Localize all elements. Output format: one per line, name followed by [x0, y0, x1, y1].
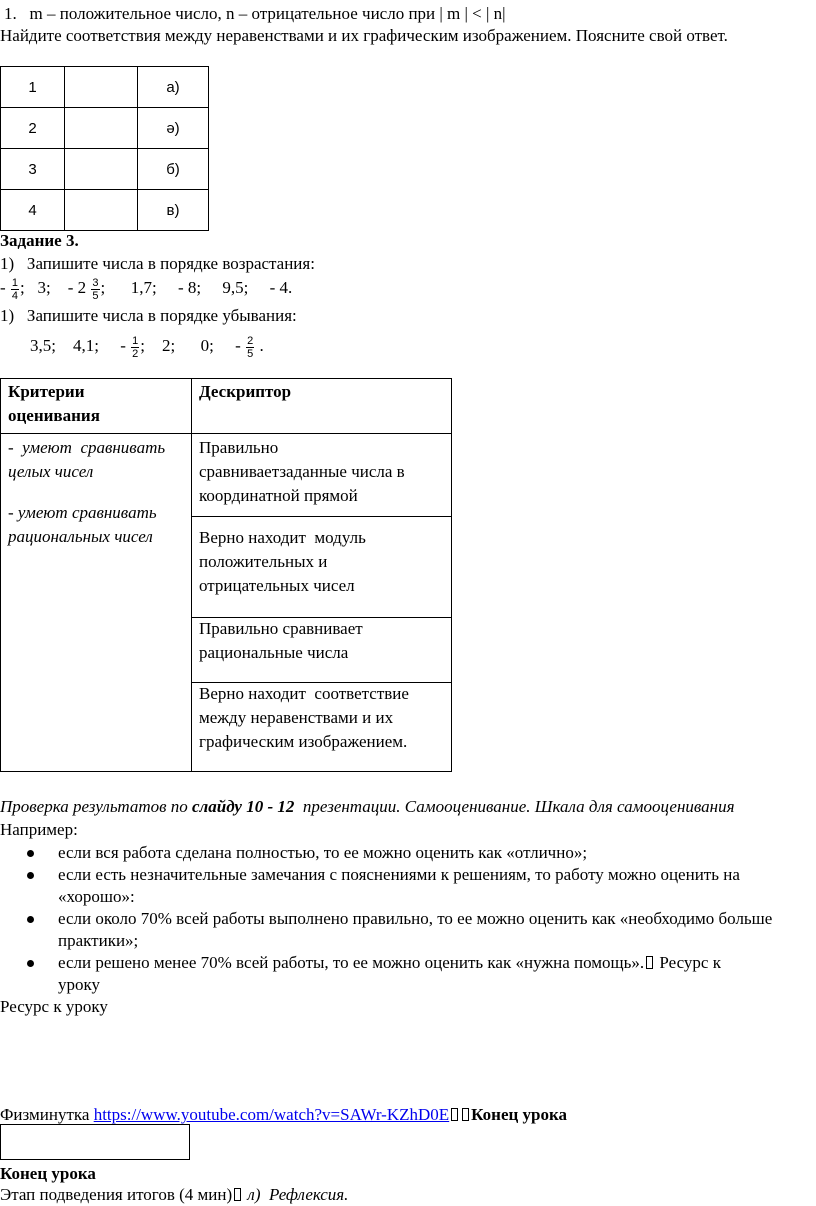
criterion-line: - умеют сравнивать [8, 503, 157, 522]
task3-title: Задание 3. [0, 231, 79, 250]
descriptor-line: сравниваетзаданные числа в [199, 462, 405, 481]
check-results-line [0, 796, 735, 817]
seq2-end: . [259, 336, 264, 355]
descriptor-line: графическим изображением. [199, 732, 408, 751]
missing-glyph-icon [451, 1108, 458, 1121]
fraction-denominator: 2 [132, 347, 139, 360]
row-number-cell: 3 [1, 149, 65, 190]
missing-glyph-icon [234, 1188, 241, 1201]
check-results-post: презентации. Самооценивание. Шкала для самооценивания [294, 797, 735, 816]
descriptor-1 [199, 436, 405, 508]
task3-item2-text: Запишите числа в порядке убывания: [26, 306, 297, 325]
fraction-numerator: 2 [247, 334, 254, 347]
end-lesson-inline: Конец урока [471, 1105, 568, 1124]
criterion-line: рациональных чисел [8, 527, 153, 546]
descriptor-line: Правильно сравнивает [199, 619, 363, 638]
list-item-text [58, 952, 816, 996]
descriptor-line: между неравенствами и их [199, 708, 394, 727]
summary-line [0, 1184, 348, 1205]
missing-glyph-icon [646, 956, 653, 969]
check-results-pre: Проверка результатов по [0, 797, 192, 816]
table-divider [1, 433, 451, 434]
seq1-part2: ; 1,7; - 8; 9,5; - 4. [100, 278, 293, 297]
table-divider [191, 516, 451, 517]
empty-answer-cell [65, 190, 138, 231]
task3-item2-number: 1) [0, 306, 15, 325]
row-letter-cell: ә) [138, 108, 209, 149]
criterion-2 [8, 501, 157, 549]
empty-answer-cell [65, 108, 138, 149]
criteria-header [8, 380, 100, 428]
list-item-text: если около 70% всей работы выполнено правильно, то ее можно оценить как «необходимо больше практики»; [58, 909, 773, 950]
resource-inline: Ресурс к [659, 953, 721, 972]
seq1-fraction1 [11, 277, 19, 302]
descriptor-line: отрицательных чисел [199, 576, 355, 595]
seq1-part1: ; 3; - 2 [20, 278, 87, 297]
row-number-cell: 2 [1, 108, 65, 149]
seq1-fraction2 [91, 277, 99, 302]
fraction-denominator: 4 [11, 289, 19, 302]
end-lesson-heading: Конец урока [0, 1164, 96, 1183]
descriptor-line: рациональные числа [199, 643, 349, 662]
resource-link-text: Ресурс к уроку [0, 997, 108, 1016]
descriptor-line: координатной прямой [199, 486, 358, 505]
task3-sequence1 [0, 273, 292, 303]
fraction-denominator: 5 [92, 289, 99, 302]
criterion-line: целых чисел [8, 462, 94, 481]
table-row [1, 190, 209, 231]
bullet-icon [27, 872, 34, 879]
table-row [1, 149, 209, 190]
missing-glyph-icon [462, 1108, 469, 1121]
row-letter-cell: а) [138, 67, 209, 108]
task3-item1 [0, 253, 315, 274]
check-results-slides: слайду 10 - 12 [191, 797, 295, 816]
resource-inline-cont: уроку [58, 975, 101, 994]
list-item-text: если вся работа сделана полностью, то ее можно оценить как «отлично»; [58, 843, 588, 862]
fraction-numerator: 1 [132, 334, 139, 347]
task1-line1 [4, 3, 506, 24]
fraction-denominator: 5 [247, 347, 254, 360]
fraction-numerator: 3 [92, 276, 99, 289]
descriptor-line: Верно находит модуль [199, 528, 366, 547]
criteria-header-line: оценивания [8, 406, 100, 425]
table-divider [191, 379, 192, 771]
row-number-cell: 1 [1, 67, 65, 108]
reflection-text: л) Рефлексия. [247, 1185, 349, 1204]
task3-item2 [0, 305, 297, 326]
youtube-link[interactable]: https://www.youtube.com/watch?v=SAWr-KZhD0E [93, 1105, 450, 1124]
empty-text-box [0, 1124, 190, 1160]
criteria-header-line: Критерии [8, 382, 85, 401]
task1-instruction: Найдите соответствия между неравенствами и их графическим изображением. Поясните свой ответ. [0, 26, 728, 45]
example-label: Например: [0, 820, 78, 839]
row-number-cell: 4 [1, 190, 65, 231]
task3-sequence2 [30, 331, 264, 361]
descriptor-4 [199, 682, 409, 754]
empty-answer-cell [65, 149, 138, 190]
list-item-text: если есть незначительные замечания с пояснениями к решениям, то работу можно оценить на «хорошо»: [58, 865, 740, 906]
task1-number: 1. [4, 4, 17, 23]
criteria-table [0, 378, 452, 772]
row-letter-cell: в) [138, 190, 209, 231]
fizminutka-label: Физминутка [0, 1105, 94, 1124]
seq1-minus: - [0, 278, 6, 297]
bullet-icon [27, 960, 34, 967]
task3-item1-number: 1) [0, 254, 15, 273]
descriptor-header: Дескриптор [199, 382, 292, 401]
descriptor-3 [199, 617, 363, 665]
empty-answer-cell [65, 67, 138, 108]
seq2-part1: 3,5; 4,1; - [30, 336, 126, 355]
descriptor-line: Правильно [199, 438, 279, 457]
task3-item1-text: Запишите числа в порядке возрастания: [26, 254, 315, 273]
fraction-numerator: 1 [11, 276, 19, 289]
descriptor-2 [199, 526, 366, 598]
match-table [0, 66, 209, 231]
descriptor-line: положительных и [199, 552, 328, 571]
criterion-1 [8, 436, 165, 484]
seq2-fraction2 [246, 335, 254, 360]
table-row [1, 108, 209, 149]
row-letter-cell: б) [138, 149, 209, 190]
seq2-part2: ; 2; 0; - [140, 336, 241, 355]
task1-condition: m – положительное число, n – отрицательное число при | m | < | n| [29, 4, 506, 23]
descriptor-line: Верно находит соответствие [199, 684, 409, 703]
summary-text: Этап подведения итогов (4 мин) [0, 1185, 233, 1204]
bullet-icon [27, 916, 34, 923]
fizminutka-line [0, 1104, 567, 1125]
table-row [1, 67, 209, 108]
criterion-line: - умеют сравнивать [8, 438, 166, 457]
list-item-main: если решено менее 70% всей работы, то ее можно оценить как «нужна помощь». [58, 953, 645, 972]
seq2-fraction1 [131, 335, 139, 360]
bullet-icon [27, 850, 34, 857]
